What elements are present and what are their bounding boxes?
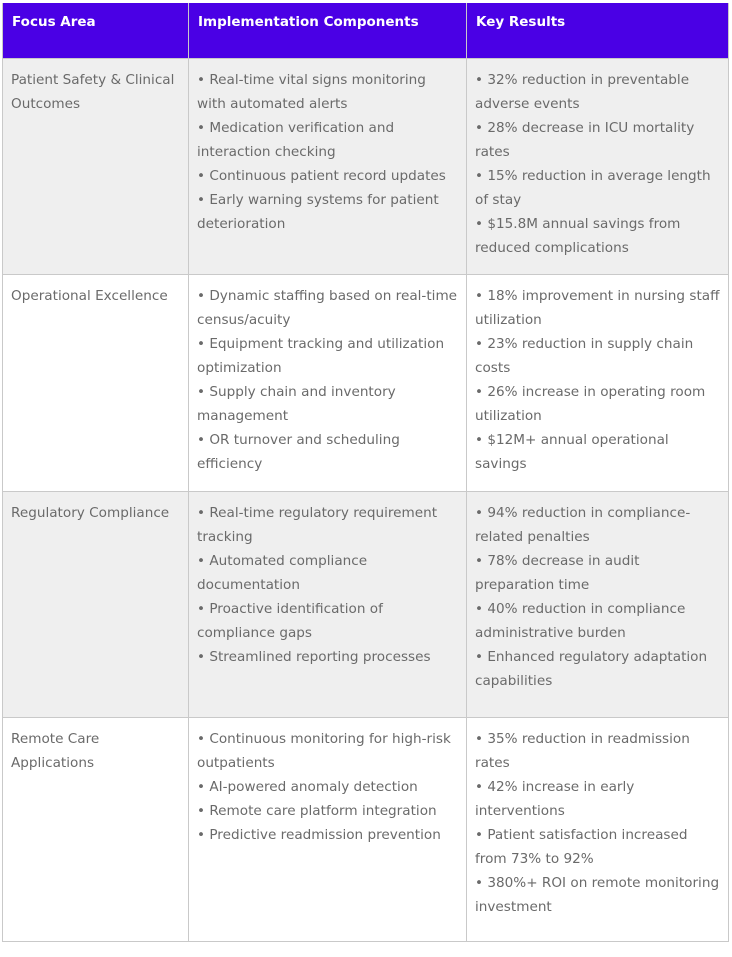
header-row <box>3 3 729 59</box>
component-item: • Supply chain and inventory management <box>197 384 396 424</box>
header-key-results: Key Results <box>467 3 729 59</box>
component-item: • Dynamic staffing based on real-time census/acuity <box>197 288 458 328</box>
result-item: • 42% increase in early interventions <box>475 779 635 819</box>
component-item: • Proactive identification of compliance gaps <box>197 601 383 641</box>
header-implementation-components: Implementation Components <box>189 3 467 59</box>
table-row <box>3 59 729 275</box>
result-item: • 78% decrease in audit preparation time <box>475 553 640 593</box>
focus-area-cell: Regulatory Compliance <box>3 492 189 718</box>
table-row <box>3 492 729 718</box>
components-cell <box>189 492 467 718</box>
results-cell <box>467 59 729 275</box>
results-cell <box>467 718 729 942</box>
result-item: • 26% increase in operating room utilization <box>475 384 706 424</box>
table-row <box>3 275 729 492</box>
component-item: • Equipment tracking and utilization optimization <box>197 336 445 376</box>
component-item: • AI-powered anomaly detection <box>197 779 418 795</box>
result-item: • 18% improvement in nursing staff utilization <box>475 288 720 328</box>
results-cell <box>467 275 729 492</box>
result-item: • 23% reduction in supply chain costs <box>475 336 694 376</box>
result-item: • 28% decrease in ICU mortality rates <box>475 120 695 160</box>
result-item: • $15.8M annual savings from reduced complications <box>475 216 681 256</box>
components-cell <box>189 718 467 942</box>
focus-area-cell: Remote Care Applications <box>3 718 189 942</box>
component-item: • Remote care platform integration <box>197 803 437 819</box>
result-item: • 15% reduction in average length of stay <box>475 168 711 208</box>
component-item: • Automated compliance documentation <box>197 553 368 593</box>
component-item: • Early warning systems for patient deterioration <box>197 192 439 232</box>
result-item: • 40% reduction in compliance administrative burden <box>475 601 686 641</box>
result-item: • 35% reduction in readmission rates <box>475 731 690 771</box>
results-table <box>2 3 729 942</box>
component-item: • Real-time vital signs monitoring with automated alerts <box>197 72 426 112</box>
focus-area-cell: Operational Excellence <box>3 275 189 492</box>
result-item: • 94% reduction in compliance-related penalties <box>475 505 691 545</box>
result-item: • Enhanced regulatory adaptation capabilities <box>475 649 708 689</box>
header-focus-area: Focus Area <box>3 3 189 59</box>
component-item: • OR turnover and scheduling efficiency <box>197 432 400 472</box>
component-item: • Predictive readmission prevention <box>197 827 441 843</box>
result-item: • 32% reduction in preventable adverse events <box>475 72 690 112</box>
component-item: • Continuous monitoring for high-risk outpatients <box>197 731 451 771</box>
components-cell <box>189 275 467 492</box>
component-item: • Medication verification and interaction checking <box>197 120 395 160</box>
result-item: • 380%+ ROI on remote monitoring investment <box>475 875 720 915</box>
component-item: • Continuous patient record updates <box>197 168 446 184</box>
component-item: • Real-time regulatory requirement tracking <box>197 505 438 545</box>
result-item: • Patient satisfaction increased from 73% to 92% <box>475 827 688 867</box>
component-item: • Streamlined reporting processes <box>197 649 431 665</box>
results-cell <box>467 492 729 718</box>
result-item: • $12M+ annual operational savings <box>475 432 669 472</box>
table-row <box>3 718 729 942</box>
components-cell <box>189 59 467 275</box>
focus-area-cell: Patient Safety & Clinical Outcomes <box>3 59 189 275</box>
